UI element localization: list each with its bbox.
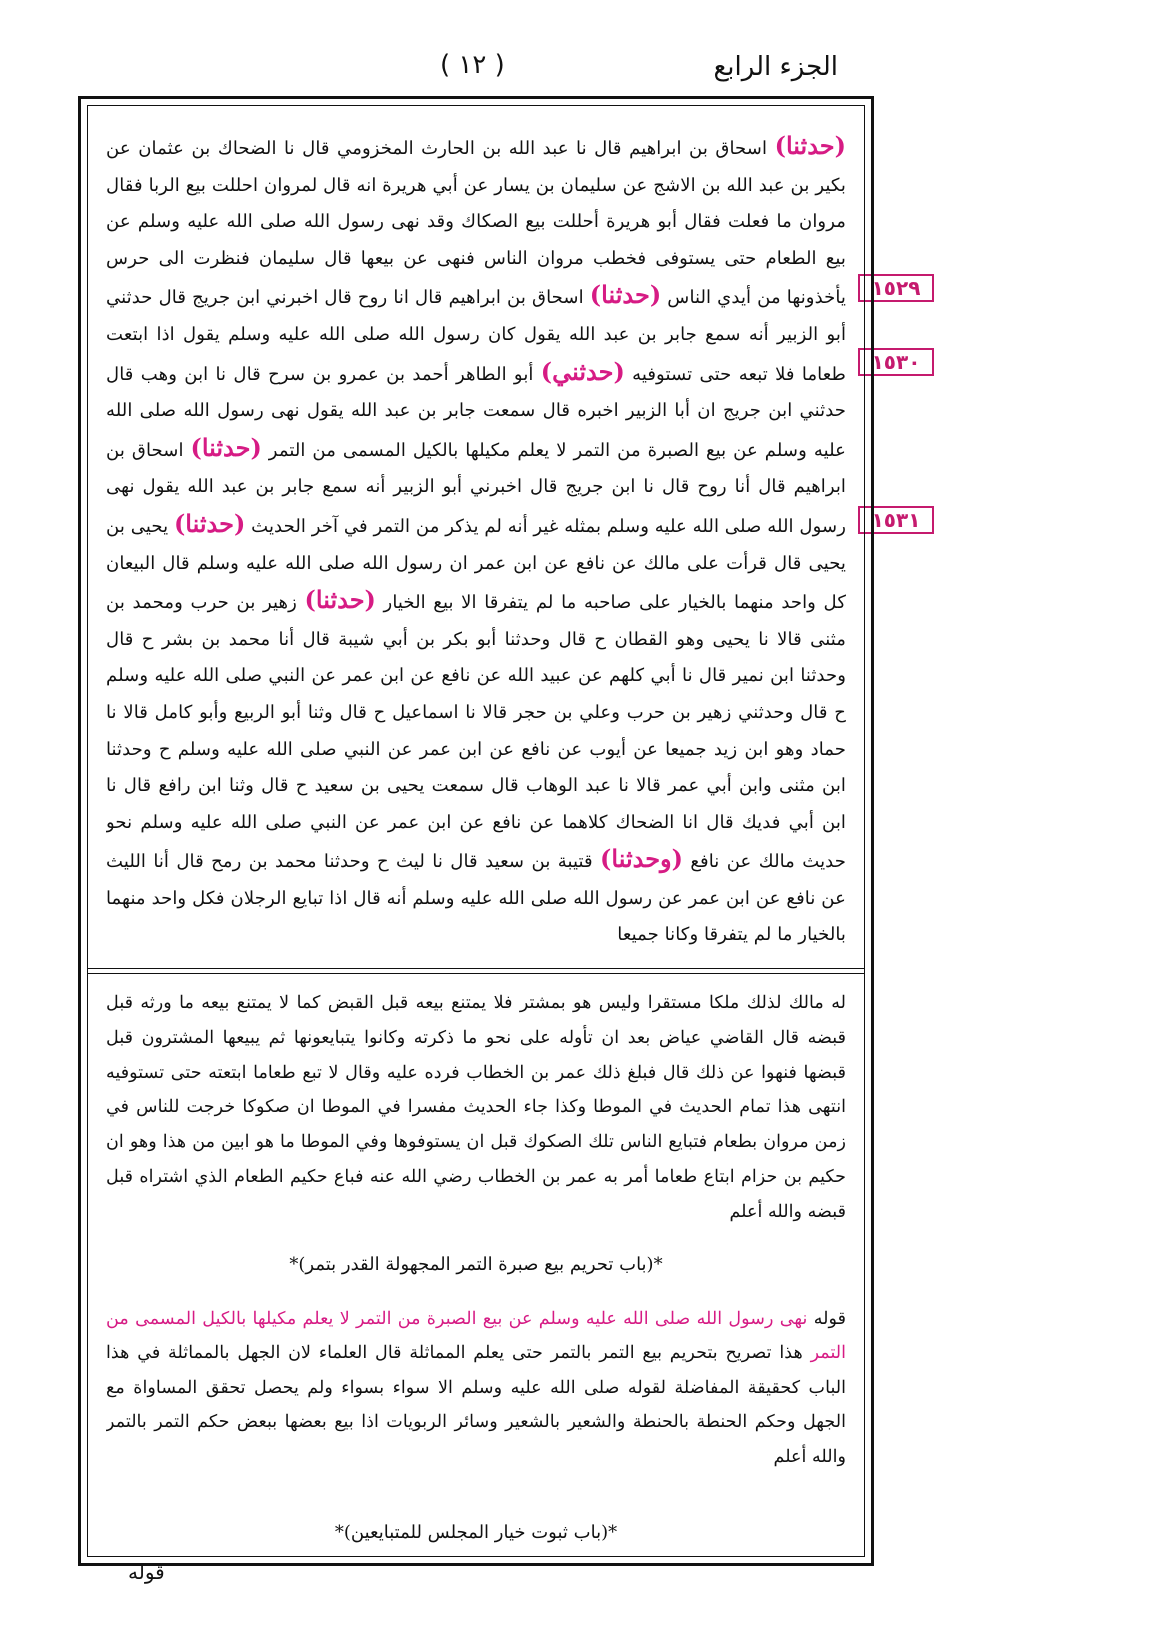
hadith-number-1530: ١٥٣٠ xyxy=(858,348,934,376)
commentary-1: له مالك لذلك ملكا مستقرا وليس هو بمشتر فلا يمتنع بيعه قبل القبض كما لا يمتنع بيعه ما ورثه قبل قبضه قال القاضي عياض بعد ان تأوله على نحو ما ذكرته وكانوا يتبايعونها ثم يبيعها المشترون قبل قبضها فنهوا عن ذلك قال فبلغ ذلك عمر بن الخطاب فرده عليه وقال لا تبع طعاما ابتعته حتى تستوفيه انتهى هذا تمام الحديث في الموطا وكذا جاء الحديث مفسرا في الموطا ان صكوكا خرجت للناس في زمن مروان بطعام فتبايع الناس تلك الصكوك قبل ان يستوفوها وفي الموطا ما هو ابين من هذا وهو ان حكيم بن حزام ابتاع طعاما أمر به عمر بن الخطاب رضي الله عنه فباع حكيم الطعام الذي اشتراه قبل قبضه والله أعلم xyxy=(106,993,846,1222)
hadith-text-1: اسحاق بن ابراهيم قال نا عبد الله بن الحارث المخزومي قال نا الضحاك بن عثمان عن بكير بن عبد الله بن الاشج عن سليمان بن يسار عن أبي هريرة انه قال لمروان احللت بيع الربا فقال مروان ما فعلت فقال أبو هريرة أحللت بيع الصكاك وقد نهى رسول الله صلى الله عليه وسلم عن بيع الطعام حتى يستوفى فخطب مروان الناس فنهى عن بيعها قال سليمان فنظرت الى حرس يأخذونها من أيدي الناس xyxy=(106,138,846,309)
page-frame xyxy=(78,96,874,1566)
hadith-number-1529: ١٥٢٩ xyxy=(858,274,934,302)
haddathana-2: (حدثنا) xyxy=(589,280,662,310)
catchword: قوله xyxy=(128,1560,165,1584)
qawluhu-label: قوله xyxy=(813,1309,846,1329)
haddathani-3: (حدثني) xyxy=(540,356,625,386)
haddathana-6: (حدثنا) xyxy=(304,585,376,615)
wa-haddathana-7: (وحدثنا) xyxy=(600,844,683,874)
quoted-hadith: نهى رسول الله صلى الله عليه وسلم عن بيع الصبرة من التمر لا يعلم مكيلها بالكيل المسمى من التمر xyxy=(106,1309,846,1364)
header-part: الجزء الرابع xyxy=(713,52,838,82)
haddathana-5: (حدثنا) xyxy=(173,508,246,538)
chapter-heading-2: *(باب ثبوت خيار المجلس للمتبايعين)* xyxy=(334,1522,618,1543)
hadith-number-1531: ١٥٣١ xyxy=(858,506,934,534)
hadith-text-4: اسحاق بن ابراهيم قال أنا روح قال نا ابن جريج قال اخبرني أبو الزبير أنه سمع جابر بن عبد الله يقول نهى رسول الله صلى الله عليه وسلم بمثله غير أنه لم يذكر من التمر في آخر الحديث xyxy=(106,439,846,537)
page-number: ( ١٢ ) xyxy=(440,50,505,80)
commentary-2-text: هذا تصريح بتحريم بيع التمر بالتمر حتى يعلم المماثلة قال العلماء لان الجهل بالمماثلة في هذا الباب كحقيقة المفاضلة لقوله صلى الله عليه وسلم الا سواء بسواء ولم يحصل تحقق المساواة مع الجهل وحكم الحنطة بالحنطة والشعير بالشعير وسائر الربويات اذا بيع بعضها ببعض حكم التمر بالتمر والله أعلم xyxy=(106,1343,846,1467)
hadith-text-5: يحيى بن يحيى قال قرأت على مالك عن نافع عن ابن عمر ان رسول الله صلى الله عليه وسلم قال البيعان كل واحد منهما بالخيار على صاحبه ما لم يتفرقا الا بيع الخيار xyxy=(106,515,846,614)
hadith-text-3: أبو الطاهر أحمد بن عمرو بن سرح قال نا ابن وهب قال حدثني ابن جريج ان أبا الزبير اخبره قال سمعت جابر بن عبد الله يقول نهى رسول الله صلى الله عليه وسلم عن بيع الصبرة من التمر لا يعلم مكيلها بالكيل المسمى من التمر xyxy=(106,363,846,461)
chapter-heading-1: *(باب تحريم بيع صبرة التمر المجهولة القدر بتمر)* xyxy=(289,1254,663,1275)
hadith-text-2: اسحاق بن ابراهيم قال انا روح قال اخبرني ابن جريج قال حدثني أبو الزبير أنه سمع جابر بن عبد الله يقول كان رسول الله صلى الله عليه وسلم يقول اذا ابتعت طعاما فلا تبعه حتى تستوفيه xyxy=(106,287,846,385)
hadith-text-6: زهير بن حرب ومحمد بن مثنى قالا نا يحيى وهو القطان ح قال وحدثنا أبو بكر بن أبي شيبة قال أنا محمد بن بشر ح قال وحدثنا ابن نمير قال نا أبي كلهم عن عبيد الله عن نافع عن ابن عمر عن النبي صلى الله عليه وسلم ح قال وحدثني زهير بن حرب وعلي بن حجر قالا نا اسماعيل ح قال وثنا أبو الربيع وأبو كامل قالا نا حماد وهو ابن زيد جميعا عن أيوب عن نافع عن ابن عمر عن النبي صلى الله عليه وسلم ح وحدثنا ابن مثنى وابن أبي عمر قالا نا عبد الوهاب قال سمعت يحيى بن سعيد ح قال وثنا ابن رافع قال نا ابن أبي فديك قال انا الضحاك كلاهما عن نافع عن ابن عمر عن النبي صلى الله عليه وسلم نحو حديث مالك عن نافع xyxy=(106,592,846,873)
hadith-text-7: قتيبة بن سعيد قال نا ليث ح وحدثنا محمد بن رمح قال أنا الليث عن نافع عن ابن عمر عن رسول الله صلى الله عليه وسلم أنه قال اذا تبايع الرجلان فكل واحد منهما بالخيار ما لم يتفرقا وكانا جميعا xyxy=(106,851,846,946)
commentary-2 xyxy=(106,1302,846,1508)
haddathana-4: (حدثنا) xyxy=(190,432,262,462)
section-divider xyxy=(88,968,864,974)
main-text xyxy=(106,128,846,958)
frame-inner xyxy=(87,105,865,1557)
haddathana-1: (حدثنا) xyxy=(774,131,846,160)
